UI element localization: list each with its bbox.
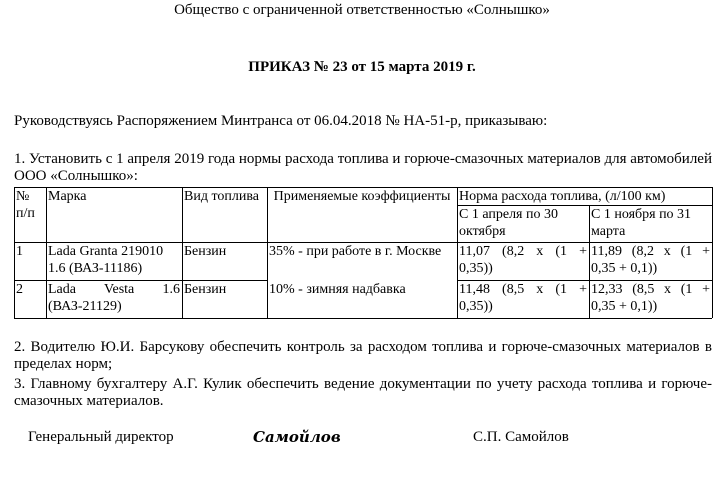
header-summer: С 1 апреля по 30 октября (459, 207, 558, 239)
table-row-1-brand: Lada Granta 219010 1.6 (ВАЗ-11186) (48, 244, 164, 276)
organization-name: Общество с ограниченной ответственностью «Солнышко» (174, 2, 550, 18)
signatory-name: С.П. Самойлов (473, 429, 569, 445)
preamble-text: Руководствуясь Распоряжением Минтранса от 06.04.2018 № НА-51-р, приказываю: (14, 113, 548, 129)
table-row-2-fuel: Бензин (184, 282, 227, 297)
header-winter: С 1 ноября по 31 марта (591, 207, 692, 239)
header-coefficients: Применяемые коэффициенты (273, 189, 451, 204)
order-title: ПРИКАЗ № 23 от 15 марта 2019 г. (248, 59, 476, 75)
fuel-norms-table (14, 187, 712, 319)
table-row-2-num: 2 (16, 282, 23, 297)
table-row-1-num: 1 (16, 244, 23, 259)
table-row-1-fuel: Бензин (184, 244, 227, 259)
order-item-1: 1. Установить с 1 апреля 2019 года нормы расхода топлива и горюче-смазочных материалов для автомобилей ООО «Солнышко»: (14, 151, 712, 184)
handwritten-signature: Самойлов (253, 428, 341, 446)
table-row-1-summer: 11,07 (8,2 х (1 + 0,35)) (459, 244, 587, 276)
header-brand: Марка (48, 189, 87, 204)
table-row-2-brand: Lada Vesta 1.6 (ВАЗ-21129) (48, 282, 180, 314)
table-row-2-winter: 12,33 (8,5 х (1 + 0,35 + 0,1)) (591, 282, 710, 314)
table-border-bottom (14, 318, 712, 319)
signatory-position: Генеральный директор (28, 429, 174, 445)
coefficient-winter: 10% - зимняя надбавка (269, 282, 406, 297)
table-row-2-summer: 11,48 (8,5 х (1 + 0,35)) (459, 282, 587, 314)
header-fuel: Вид топлива (184, 189, 259, 204)
order-item-3: 3. Главному бухгалтеру А.Г. Кулик обеспечить ведение документации по учету расхода топлива и горюче-смазочных материалов. (14, 376, 712, 409)
table-border-right (712, 187, 713, 318)
header-num: № п/п (16, 189, 35, 221)
order-item-2: 2. Водителю Ю.И. Барсукову обеспечить контроль за расходом топлива и горюче-смазочных материалов в пределах норм; (14, 339, 712, 372)
header-norm: Норма расхода топлива, (л/100 км) (459, 189, 666, 204)
table-row-1-winter: 11,89 (8,2 х (1 + 0,35 + 0,1)) (591, 244, 710, 276)
coefficient-moscow: 35% - при работе в г. Москве (269, 244, 442, 259)
